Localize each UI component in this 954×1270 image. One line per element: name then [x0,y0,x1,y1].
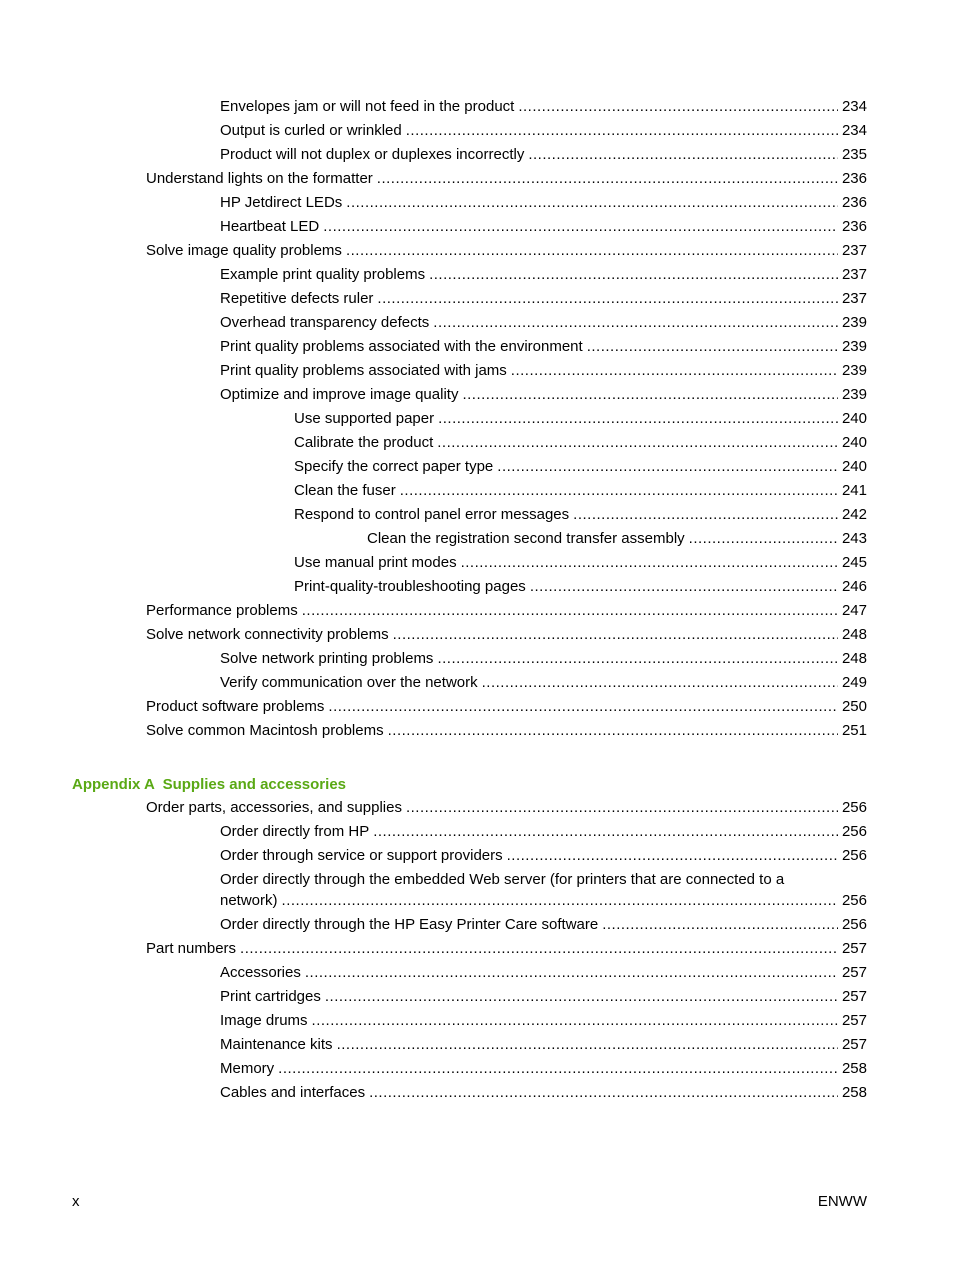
toc-entry-title: Verify communication over the network [220,674,478,691]
toc-entry[interactable] [0,985,954,1009]
footer-page-number: x [72,1193,80,1210]
toc-entry-title: Clean the fuser [294,482,396,499]
dot-leader [323,218,838,236]
toc-entry-page: 239 [841,314,867,331]
toc-entry-title: Maintenance kits [220,1036,333,1053]
appendix-title: Supplies and accessories [162,776,346,793]
toc-entry[interactable] [0,191,954,215]
dot-leader [438,410,838,428]
toc-entry-title: Product software problems [146,698,325,715]
dot-leader [369,1084,838,1102]
dot-leader [530,578,838,596]
toc-entry[interactable] [0,551,954,575]
dot-leader [482,674,838,692]
toc-entry-title: Print quality problems associated with jams [220,362,507,379]
toc-entry-page: 250 [841,698,867,715]
toc-entry-page: 237 [841,290,867,307]
dot-leader [305,964,838,982]
toc-entry-page: 258 [841,1084,867,1101]
toc-entry[interactable] [0,1057,954,1081]
dot-leader [346,242,838,260]
toc-entry-page: 241 [841,482,867,499]
toc-entry-title: Optimize and improve image quality [220,386,459,403]
toc-entry-page: 234 [841,98,867,115]
toc-entry-page: 236 [841,218,867,235]
toc-section-appendix-a-cont [0,913,954,1105]
toc-entry-page: 246 [841,578,867,595]
toc-entry-title: Solve image quality problems [146,242,342,259]
dot-leader [377,290,838,308]
toc-entry[interactable] [0,95,954,119]
toc-entry[interactable] [0,359,954,383]
dot-leader [377,170,838,188]
toc-entry-page: 240 [841,458,867,475]
toc-entry-title: Heartbeat LED [220,218,320,235]
dot-leader [437,434,838,452]
dot-leader [393,626,838,644]
toc-section-troubleshooting [0,95,954,743]
dot-leader [507,847,838,865]
toc-entry-page: 245 [841,554,867,571]
toc-entry-page: 239 [841,362,867,379]
toc-entry-page: 257 [841,940,867,957]
toc-entry[interactable] [0,143,954,167]
toc-entry-page: 248 [841,650,867,667]
toc-entry-title: Respond to control panel error messages [294,506,570,523]
toc-entry-page: 243 [841,530,867,547]
toc-entry-page: 257 [841,1036,867,1053]
toc-entry-title: Image drums [220,1012,308,1029]
toc-entry-title: Solve network connectivity problems [146,626,389,643]
toc-entry[interactable] [0,1009,954,1033]
toc-entry-title: Calibrate the product [294,434,434,451]
toc-entry-title: Accessories [220,964,301,981]
toc-section-appendix-a [0,796,954,868]
footer-label: ENWW [817,1193,867,1210]
toc-entry-page: 257 [841,964,867,981]
toc-entry-title: Cables and interfaces [220,1084,366,1101]
toc-entry[interactable] [0,796,954,820]
toc-entry-title: Understand lights on the formatter [146,170,373,187]
dot-leader [406,122,838,140]
dot-leader [325,988,838,1006]
toc-entry-page: 256 [841,799,867,816]
toc-entry-page: 256 [841,847,867,864]
toc-entry-title: Print quality problems associated with the environment [220,338,583,355]
toc-entry-page: 248 [841,626,867,643]
toc-entry[interactable] [0,479,954,503]
dot-leader [511,362,838,380]
toc-entry-title: Example print quality problems [220,266,426,283]
toc-entry-page: 249 [841,674,867,691]
toc-entry[interactable] [0,719,954,743]
toc-entry[interactable] [0,820,954,844]
toc-entry[interactable] [0,599,954,623]
toc-entry-page: 240 [841,410,867,427]
toc-entry[interactable] [0,913,954,937]
dot-leader [437,650,838,668]
toc-entry[interactable] [0,215,954,239]
toc-entry-page: 247 [841,602,867,619]
toc-entry-page: 258 [841,1060,867,1077]
toc-entry-title: Overhead transparency defects [220,314,430,331]
dot-leader [573,506,838,524]
toc-entry-page: 236 [841,194,867,211]
toc-entry-title: Product will not duplex or duplexes incorrectly [220,146,525,163]
dot-leader [278,1060,838,1078]
toc-entry-title: Envelopes jam or will not feed in the product [220,98,515,115]
toc-entry-page: 239 [841,338,867,355]
toc-entry-page: 234 [841,122,867,139]
toc-entry-title: Solve common Macintosh problems [146,722,384,739]
toc-entry-page: 256 [841,892,867,909]
toc-entry[interactable] [0,695,954,719]
toc-entry-title: Use manual print modes [294,554,457,571]
dot-leader [388,722,838,740]
dot-leader [433,314,838,332]
dot-leader [400,482,838,500]
dot-leader [587,338,838,356]
toc-entry[interactable] [0,937,954,961]
dot-leader [518,98,838,116]
toc-entry-title: Specify the correct paper type [294,458,494,475]
toc-entry-page: 251 [841,722,867,739]
toc-entry-page: 242 [841,506,867,523]
toc-entry[interactable] [0,239,954,263]
toc-entry-title-line2: network) [220,892,278,909]
dot-leader [373,823,838,841]
toc-entry-page: 257 [841,1012,867,1029]
toc-entry[interactable] [0,527,954,551]
toc-entry-title: Memory [220,1060,275,1077]
dot-leader [429,266,838,284]
section-spacer [0,743,954,772]
toc-entry[interactable] [0,868,954,913]
toc-entry-title: Print-quality-troubleshooting pages [294,578,526,595]
toc-entry-page: 239 [841,386,867,403]
toc-entry-page: 256 [841,916,867,933]
dot-leader [240,940,838,958]
dot-leader [337,1036,838,1054]
toc-entry[interactable] [0,844,954,868]
table-of-contents [0,95,954,1105]
toc-entry[interactable] [0,1033,954,1057]
dot-leader [302,602,838,620]
toc-entry[interactable] [0,431,954,455]
dot-leader [462,386,838,404]
toc-entry-page: 240 [841,434,867,451]
toc-entry[interactable] [0,961,954,985]
appendix-heading[interactable] [0,772,954,796]
toc-entry[interactable] [0,383,954,407]
toc-entry[interactable] [0,671,954,695]
toc-entry[interactable] [0,263,954,287]
toc-entry[interactable] [0,335,954,359]
appendix-heading-text [72,776,346,794]
dot-leader [328,698,838,716]
dot-leader [497,458,838,476]
toc-entry-title: Order through service or support providers [220,847,503,864]
toc-entry[interactable] [0,287,954,311]
toc-entry[interactable] [0,623,954,647]
dot-leader [282,892,838,910]
toc-entry-title: Clean the registration second transfer assembly [367,530,685,547]
toc-entry-page: 237 [841,266,867,283]
toc-entry[interactable] [0,119,954,143]
appendix-label: Appendix A [72,776,155,793]
toc-entry-title-line1: Order directly through the embedded Web server (for printers that are connected to a [220,871,785,888]
toc-entry-page: 257 [841,988,867,1005]
toc-entry-page: 236 [841,170,867,187]
toc-entry-title: Use supported paper [294,410,435,427]
dot-leader [461,554,838,572]
toc-entry-page: 256 [841,823,867,840]
toc-entry-title: Solve network printing problems [220,650,434,667]
dot-leader [528,146,838,164]
toc-entry-page: 235 [841,146,867,163]
toc-entry[interactable] [0,647,954,671]
dot-leader [689,530,838,548]
toc-entry[interactable] [0,455,954,479]
toc-entry-title: Performance problems [146,602,298,619]
toc-entry-title: HP Jetdirect LEDs [220,194,343,211]
toc-entry-page: 237 [841,242,867,259]
toc-entry[interactable] [0,407,954,431]
toc-entry-title: Order parts, accessories, and supplies [146,799,402,816]
toc-entry[interactable] [0,1081,954,1105]
toc-entry[interactable] [0,575,954,599]
toc-entry-title: Order directly through the HP Easy Printer Care software [220,916,599,933]
toc-entry-title: Part numbers [146,940,237,957]
dot-leader [602,916,838,934]
toc-entry[interactable] [0,167,954,191]
dot-leader [406,799,838,817]
dot-leader [312,1012,838,1030]
toc-entry[interactable] [0,311,954,335]
toc-entry[interactable] [0,503,954,527]
toc-entry-title: Output is curled or wrinkled [220,122,402,139]
toc-entry-title: Print cartridges [220,988,321,1005]
toc-entry-title: Repetitive defects ruler [220,290,374,307]
toc-entry-title: Order directly from HP [220,823,370,840]
dot-leader [346,194,838,212]
